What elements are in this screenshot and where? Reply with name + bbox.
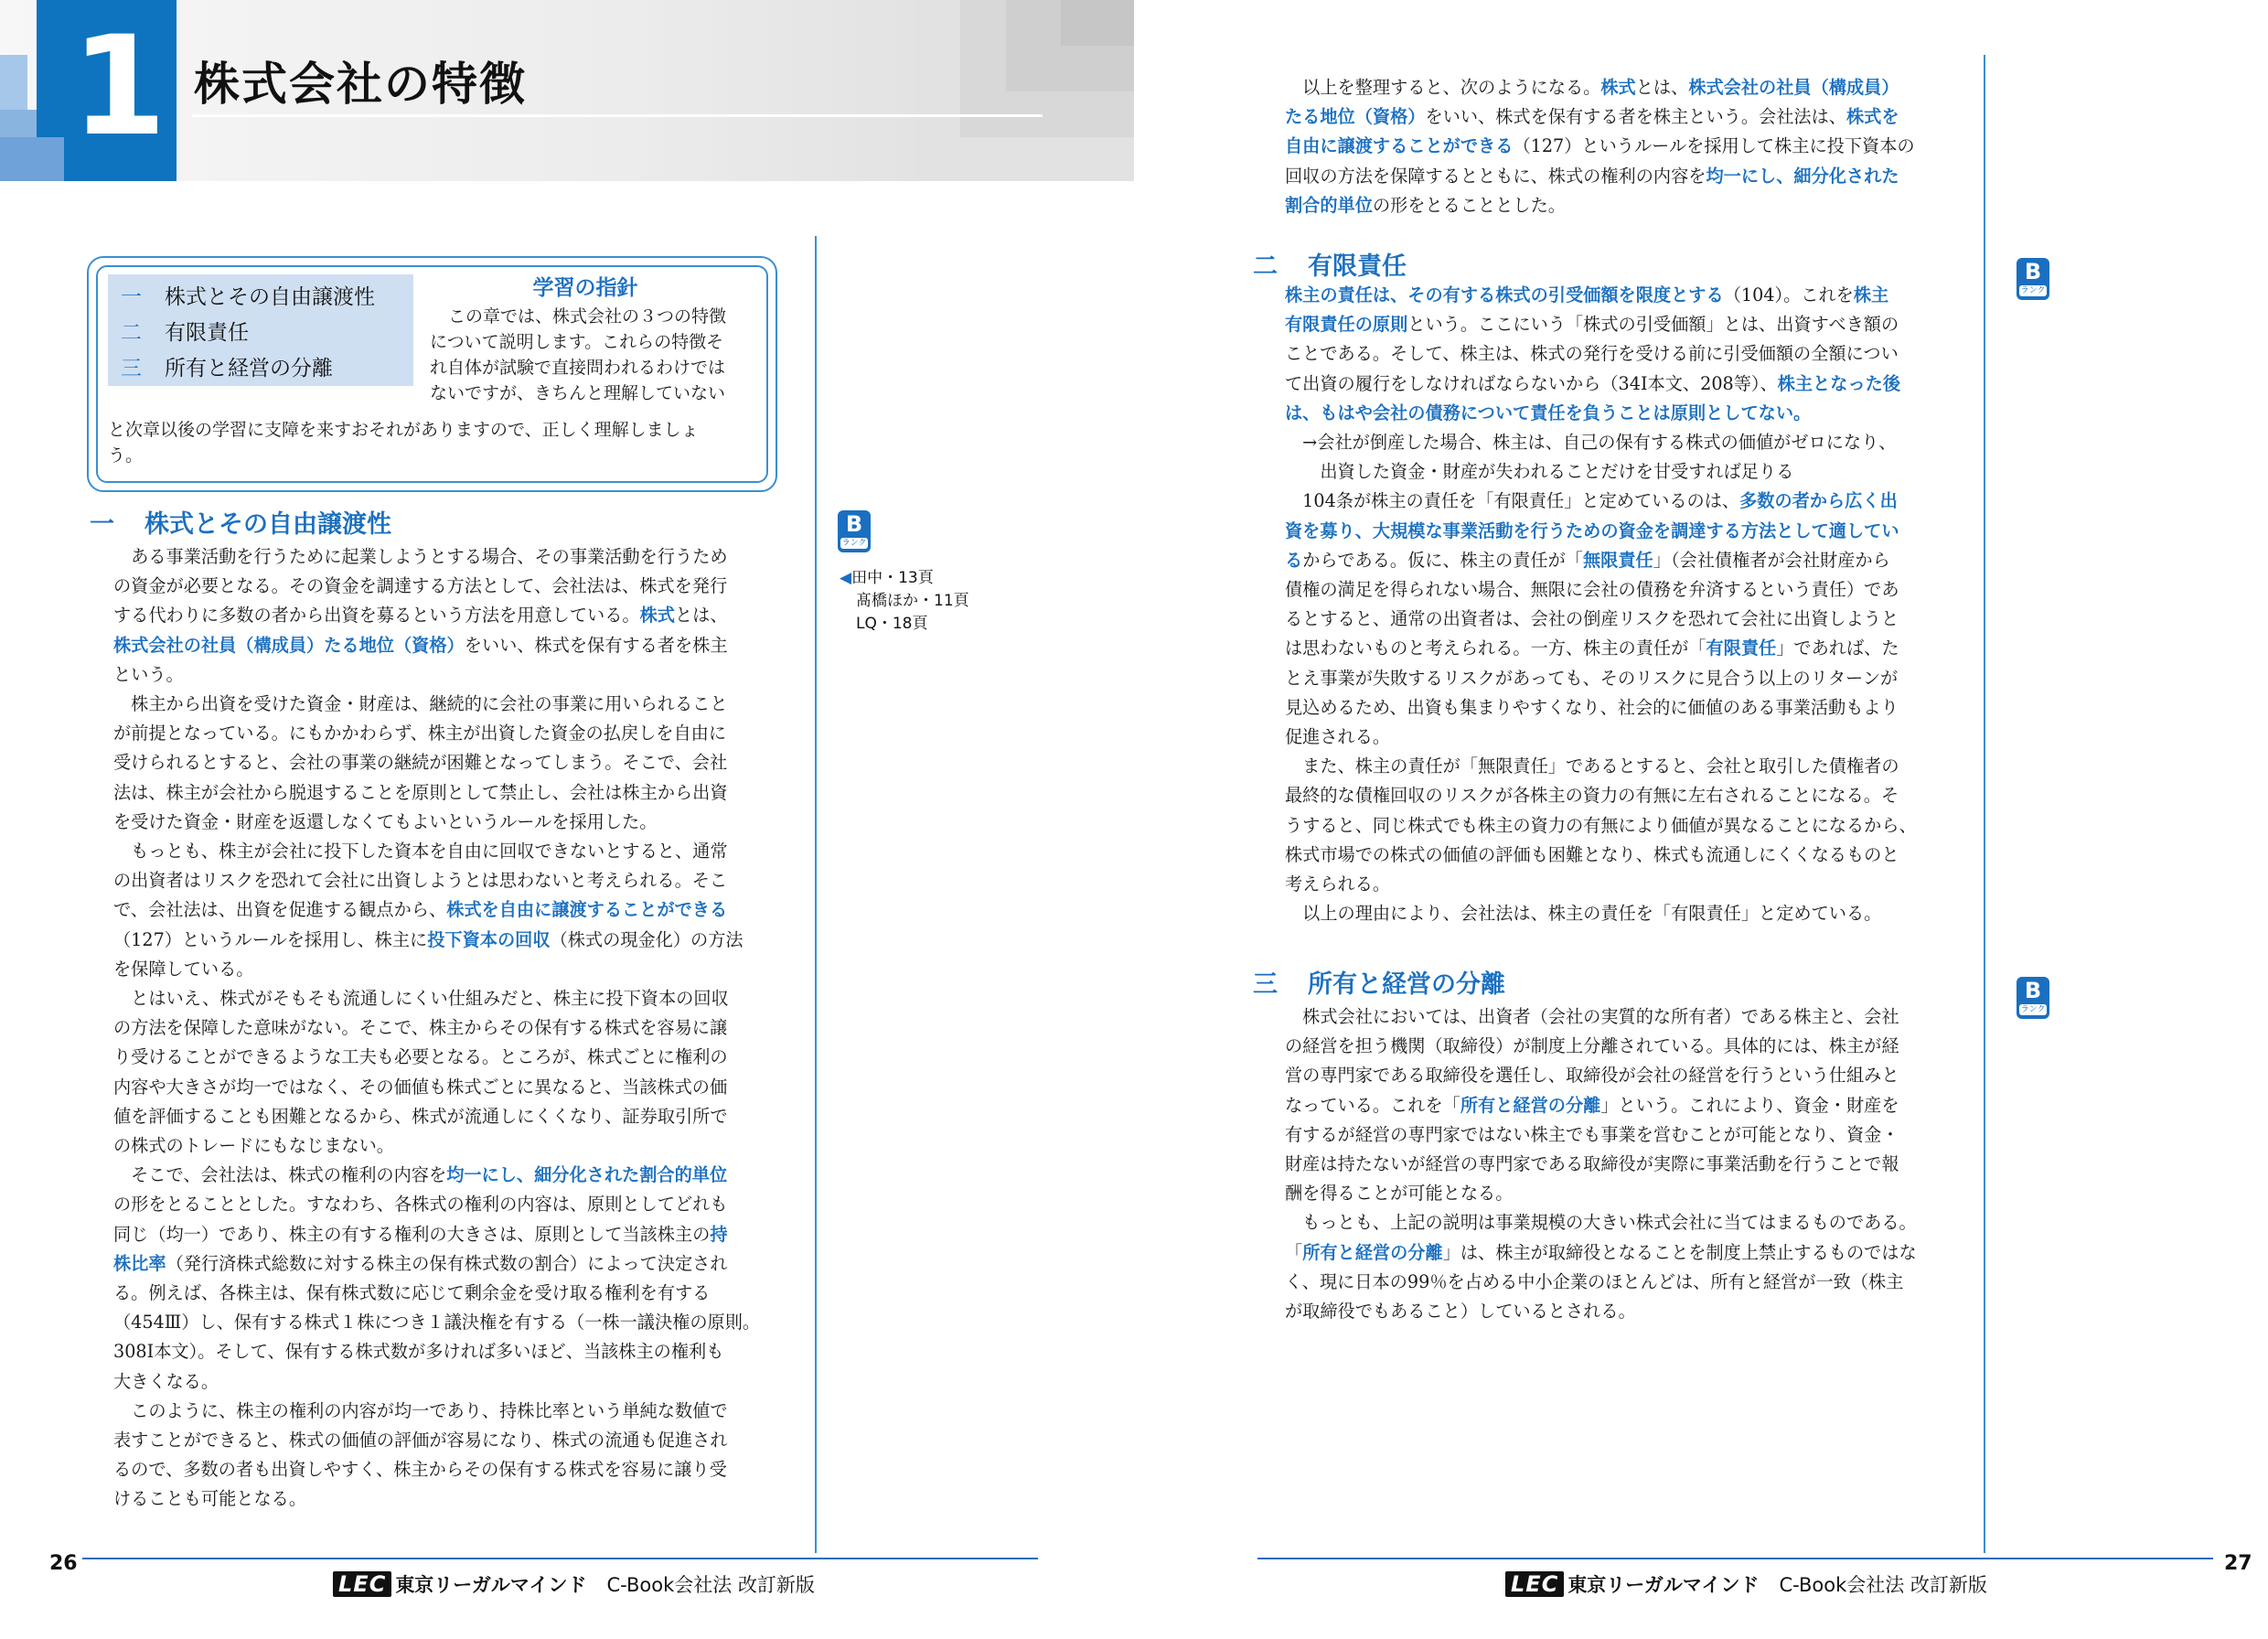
chapter-title: 株式会社の特徴 [194, 58, 527, 111]
text-line: 財産は持たないが経営の専門家である取締役が実際に事業活動を行うことで報 [1285, 1153, 1899, 1174]
text-line: 酬を得ることが可能となる。 [1285, 1183, 1514, 1205]
keyword: 株比率 [113, 1252, 166, 1274]
text-line: 値を評価することも困難となるから、株式が流通しにくくなり、証券取引所で [113, 1105, 728, 1127]
text-line: する代わりに多数の者から出資を募るという方法を用意している。株式とは、 [113, 605, 728, 627]
text-line: 割合的単位の形をとることとした。 [1285, 194, 1566, 216]
text-line: の出資者はリスクを恐れて会社に出資しようとは思わないと考えられる。そこ [113, 870, 728, 892]
text-line: →会社が倒産した場合、株主は、自己の保有する株式の価値がゼロになり、 [1285, 432, 1897, 453]
text-line: ことである。そして、株主は、株式の発行を受ける前に引受価額の全額につい [1285, 343, 1899, 365]
text-line: 有するが経営の専門家ではない株主でも事業を営むことが可能となり、資金・ [1285, 1123, 1899, 1145]
section-heading-3: 三 所有と経営の分離 [1253, 970, 1505, 999]
chapter-header [0, 0, 1134, 181]
keyword: 有限責任の原則 [1285, 314, 1408, 336]
text-line: 同じ（均一）であり、株主の有する権利の大きさは、原則として当該株主の持 [113, 1223, 728, 1245]
text-line: の株式のトレードにもなじまない。 [113, 1135, 394, 1156]
section-heading-2: 二 有限責任 [1253, 252, 1407, 281]
text-line: るので、多数の者も出資しやすく、株主からその保有する株式を容易に譲り受 [113, 1459, 727, 1481]
text-line: 308Ⅰ本文）。そして、保有する株式数が多ければ多いほど、当該株主の権利も [113, 1341, 724, 1363]
margin-rule [1984, 55, 1985, 1553]
text-line: が取締役でもあること）しているとされる。 [1285, 1301, 1636, 1322]
text-line: るとすると、通常の出資者は、会社の倒産リスクを恐れて会社に出資しようと [1285, 608, 1899, 630]
keyword: は、もはや会社の債務について責任を負うことは原則としてない。 [1285, 402, 1812, 423]
chapter-number: 1 [70, 7, 167, 166]
lec-logo: LEC [333, 1571, 391, 1597]
toc-item: 三 所有と経営の分離 [121, 357, 333, 380]
footer-rule [1257, 1558, 2213, 1559]
text-line: 株主の責任は、その有する株式の引受価額を限度とする（104）。これを株主 [1285, 284, 1889, 305]
text-line: たる地位（資格）をいい、株式を保有する者を株主という。会社法は、株式を [1285, 106, 1899, 128]
text-line: 株式会社の社員（構成員）たる地位（資格）をいい、株式を保有する者を株主 [113, 634, 728, 656]
text-line: 内容や大きさが均一ではなく、その価値も株式ごとに異なると、当該株式の価 [113, 1076, 728, 1098]
text-line: とえ事業が失敗するリスクがあっても、そのリスクに見合う以上のリターンが [1285, 667, 1899, 689]
rank-badge: B ランク [838, 510, 871, 552]
footer-brand: LEC 東京リーガルマインド C-Book会社法 改訂新版 [1505, 1570, 1987, 1598]
text-line: そこで、会社法は、株式の権利の内容を均一にし、細分化された割合的単位 [113, 1164, 728, 1186]
keyword: 株式 [1600, 77, 1636, 98]
text-line: 見込めるため、出資も集まりやすくなり、社会的に価値のある事業活動もより [1285, 696, 1899, 718]
text-line: の形をとることとした。すなわち、各株式の権利の内容は、原則としてどれも [113, 1194, 728, 1216]
text-line: 表すことができると、株式の価値の評価が容易になり、株式の流通も促進され [113, 1430, 728, 1451]
text-line: 有限責任の原則という。ここにいう「株式の引受価額」とは、出資すべき額の [1285, 314, 1899, 336]
text-line: ある事業活動を行うために起業しようとする場合、その事業活動を行うため [113, 546, 728, 567]
keyword: 所有と経営の分離 [1460, 1094, 1601, 1116]
keyword: 自由に譲渡することができる [1285, 135, 1514, 157]
text-line: 法は、株主が会社から脱退することを原則として禁止し、会社は株主から出資 [113, 781, 728, 803]
text-line: の方法を保障した意味がない。そこで、株主からその保有する株式を容易に譲 [113, 1017, 728, 1039]
text-line: 株主から出資を受けた資金・財産は、継続的に会社の事業に用いられること [113, 693, 728, 714]
text-line: く、現に日本の99％を占める中小企業のほとんどは、所有と経営が一致（株主 [1285, 1270, 1904, 1292]
keyword: たる地位（資格） [1285, 106, 1426, 128]
text-line: 促進される。 [1285, 726, 1391, 747]
text-line: （454Ⅲ）し、保有する株式１株につき１議決権を有する（一株一議決権の原則。 [113, 1312, 761, 1334]
keyword: 均一にし、細分化された [1706, 165, 1899, 187]
text-line [1285, 519, 1899, 544]
text-line: という。 [113, 663, 184, 685]
toc-item: 二 有限責任 [121, 321, 249, 345]
triangle-left-icon: ◀ [840, 569, 852, 587]
keyword: 多数の者から広く出 [1739, 490, 1898, 512]
keyword: 有限責任 [1706, 637, 1777, 659]
text-line: 株比率（発行済株式総数に対する株主の保有株式数の割合）によって決定され [113, 1252, 728, 1274]
keyword: 投下資本の回収 [427, 928, 551, 950]
guide-text: この章では、株式会社の３つの特徴 [448, 306, 727, 327]
text-line: 「所有と経営の分離」は、株主が取締役となることを制度上禁止するものではな [1285, 1241, 1917, 1263]
reference-note: 髙橋ほか・11頁 [856, 592, 969, 610]
keyword: 資を募り、大規模な事業活動を行うための資金を調達する方法として適してい [1285, 520, 1899, 541]
keyword: 無限責任 [1583, 549, 1653, 571]
text-line: 出資した資金・財産が失われることだけを甘受すれば足りる [1285, 461, 1794, 483]
text-line: を保障している。 [113, 958, 254, 980]
text-line: 株式会社においては、出資者（会社の実質的な所有者）である株主と、会社 [1285, 1006, 1899, 1027]
text-line: 大きくなる。 [113, 1370, 219, 1392]
reference-note: LQ・18頁 [856, 615, 928, 633]
text-line: 以上を整理すると、次のようになる。株式とは、株式会社の社員（構成員） [1285, 77, 1899, 98]
section-heading-1: 一 株式とその自由譲渡性 [90, 510, 391, 539]
page-number: 27 [2224, 1552, 2252, 1575]
text-line: 営の専門家である取締役を選任し、取締役が会社の経営を行うという仕組みと [1285, 1065, 1899, 1087]
text-line: 最終的な債権回収のリスクが各株主の資力の有無に左右されることになる。そ [1285, 785, 1899, 807]
keyword: 均一にし、細分化された割合的単位 [446, 1164, 728, 1186]
guide-text: について説明します。これらの特徴そ [430, 332, 724, 352]
text-line: が前提となっている。にもかかわらず、株主が出資した資金の払戻しを自由に [113, 723, 727, 745]
rank-badge: B ランク [2017, 977, 2049, 1019]
text-line: 考えられる。 [1285, 873, 1391, 894]
guide-toc [108, 274, 413, 386]
text-line: とはいえ、株式がそもそも流通しにくい仕組みだと、株主に投下資本の回収 [113, 988, 729, 1009]
page-number: 26 [49, 1552, 78, 1575]
text-line: 債権の満足を得られない場合、無限に会社の債務を弁済するという責任）であ [1285, 579, 1899, 600]
footer-brand: LEC 東京リーガルマインド C-Book会社法 改訂新版 [333, 1570, 815, 1598]
text-line: り受けることができるような工夫も必要となる。ところが、株式ごとに権利の [113, 1046, 728, 1068]
guide-text: う。 [108, 445, 144, 466]
text-line: けることも可能となる。 [113, 1488, 307, 1510]
keyword: 株式を [1846, 106, 1899, 128]
keyword: 株式会社の社員（構成員）たる地位（資格） [113, 634, 465, 656]
guide-text: れ自体が試験で直接問われるわけでは [430, 358, 726, 378]
text-line: は思わないものと考えられる。一方、株主の責任が「有限責任」であれば、た [1285, 637, 1899, 659]
text-line: るからである。仮に、株主の責任が「無限責任」（会社債権者が会社財産から [1285, 549, 1890, 571]
text-line: （127）というルールを採用し、株主に投下資本の回収（株式の現金化）の方法 [113, 928, 744, 950]
keyword: 持 [710, 1223, 728, 1245]
guide-text: ないですが、きちんと理解していない [430, 383, 726, 403]
text-line: て出資の履行をしなければならないから（34Ⅰ本文、208等）、株主となった後 [1285, 372, 1901, 394]
text-line: の資金が必要となる。その資金を調達する方法として、会社法は、株式を発行 [113, 575, 728, 597]
text-line: の経営を担う機関（取締役）が制度上分離されている。具体的には、株主が経 [1285, 1035, 1899, 1057]
text-line: る。例えば、各株主は、保有株式数に応じて剰余金を受け取る権利を有する [113, 1282, 711, 1303]
keyword: 株主の責任は、その有する株式の引受価額を限度とする [1285, 284, 1724, 305]
toc-item: 一 株式とその自由譲渡性 [121, 285, 375, 309]
text-line: なっている。これを「所有と経営の分離」という。これにより、資金・財産を [1285, 1094, 1899, 1116]
footer-rule [82, 1558, 1038, 1559]
text-line: もっとも、上記の説明は事業規模の大きい株式会社に当てはまるものである。 [1285, 1212, 1917, 1234]
keyword: 割合的単位 [1285, 194, 1373, 216]
guide-heading: 学習の指針 [532, 276, 638, 300]
text-line [1285, 401, 1811, 426]
text-line: 104条が株主の責任を「有限責任」と定めているのは、多数の者から広く出 [1285, 490, 1898, 512]
reference-note: ◀田中・13頁 [840, 569, 934, 587]
keyword: 株式を自由に譲渡することができる [446, 899, 728, 921]
keyword: 株式 [639, 605, 675, 627]
text-line: 以上の理由により、会社法は、株主の責任を「有限責任」と定めている。 [1285, 903, 1882, 925]
keyword: 株主 [1853, 284, 1889, 305]
text-line: を受けた資金・財産を返還しなくてもよいというルールを採用した。 [113, 810, 658, 832]
keyword: 株式会社の社員（構成員） [1688, 77, 1899, 98]
guide-text: と次章以後の学習に支障を来すおそれがありますので、正しく理解しましょ [108, 420, 699, 440]
keyword: 所有と経営の分離 [1302, 1241, 1443, 1263]
text-line: 回収の方法を保障するとともに、株式の権利の内容を均一にし、細分化された [1285, 165, 1899, 187]
text-line: もっとも、株主が会社に投下した資本を自由に回収できないとすると、通常 [113, 841, 728, 862]
keyword: 株主となった後 [1777, 372, 1901, 394]
keyword: る [1285, 549, 1303, 571]
text-line: うすると、同じ株式でも株主の資力の有無により価値が異なることになるから、 [1285, 814, 1917, 836]
lec-logo: LEC [1505, 1571, 1564, 1597]
text-line: 自由に譲渡することができる（127）というルールを採用して株主に投下資本の [1285, 135, 1915, 157]
text-line: 株式市場での株式の価値の評価も困難となり、株式も流通しにくくなるものと [1285, 843, 1899, 865]
margin-rule [815, 236, 817, 1553]
text-line: また、株主の責任が「無限責任」であるとすると、会社と取引した債権者の [1285, 755, 1899, 777]
text-line: このように、株主の権利の内容が均一であり、持株比率という単純な数値で [113, 1399, 728, 1421]
title-rule [192, 114, 1043, 117]
rank-badge: B ランク [2017, 258, 2049, 300]
text-line: 受けられるとすると、会社の事業の継続が困難となってしまう。そこで、会社 [113, 752, 728, 774]
right-page [1134, 0, 2268, 1639]
text-line: で、会社法は、出資を促進する観点から、株式を自由に譲渡することができる [113, 899, 728, 921]
